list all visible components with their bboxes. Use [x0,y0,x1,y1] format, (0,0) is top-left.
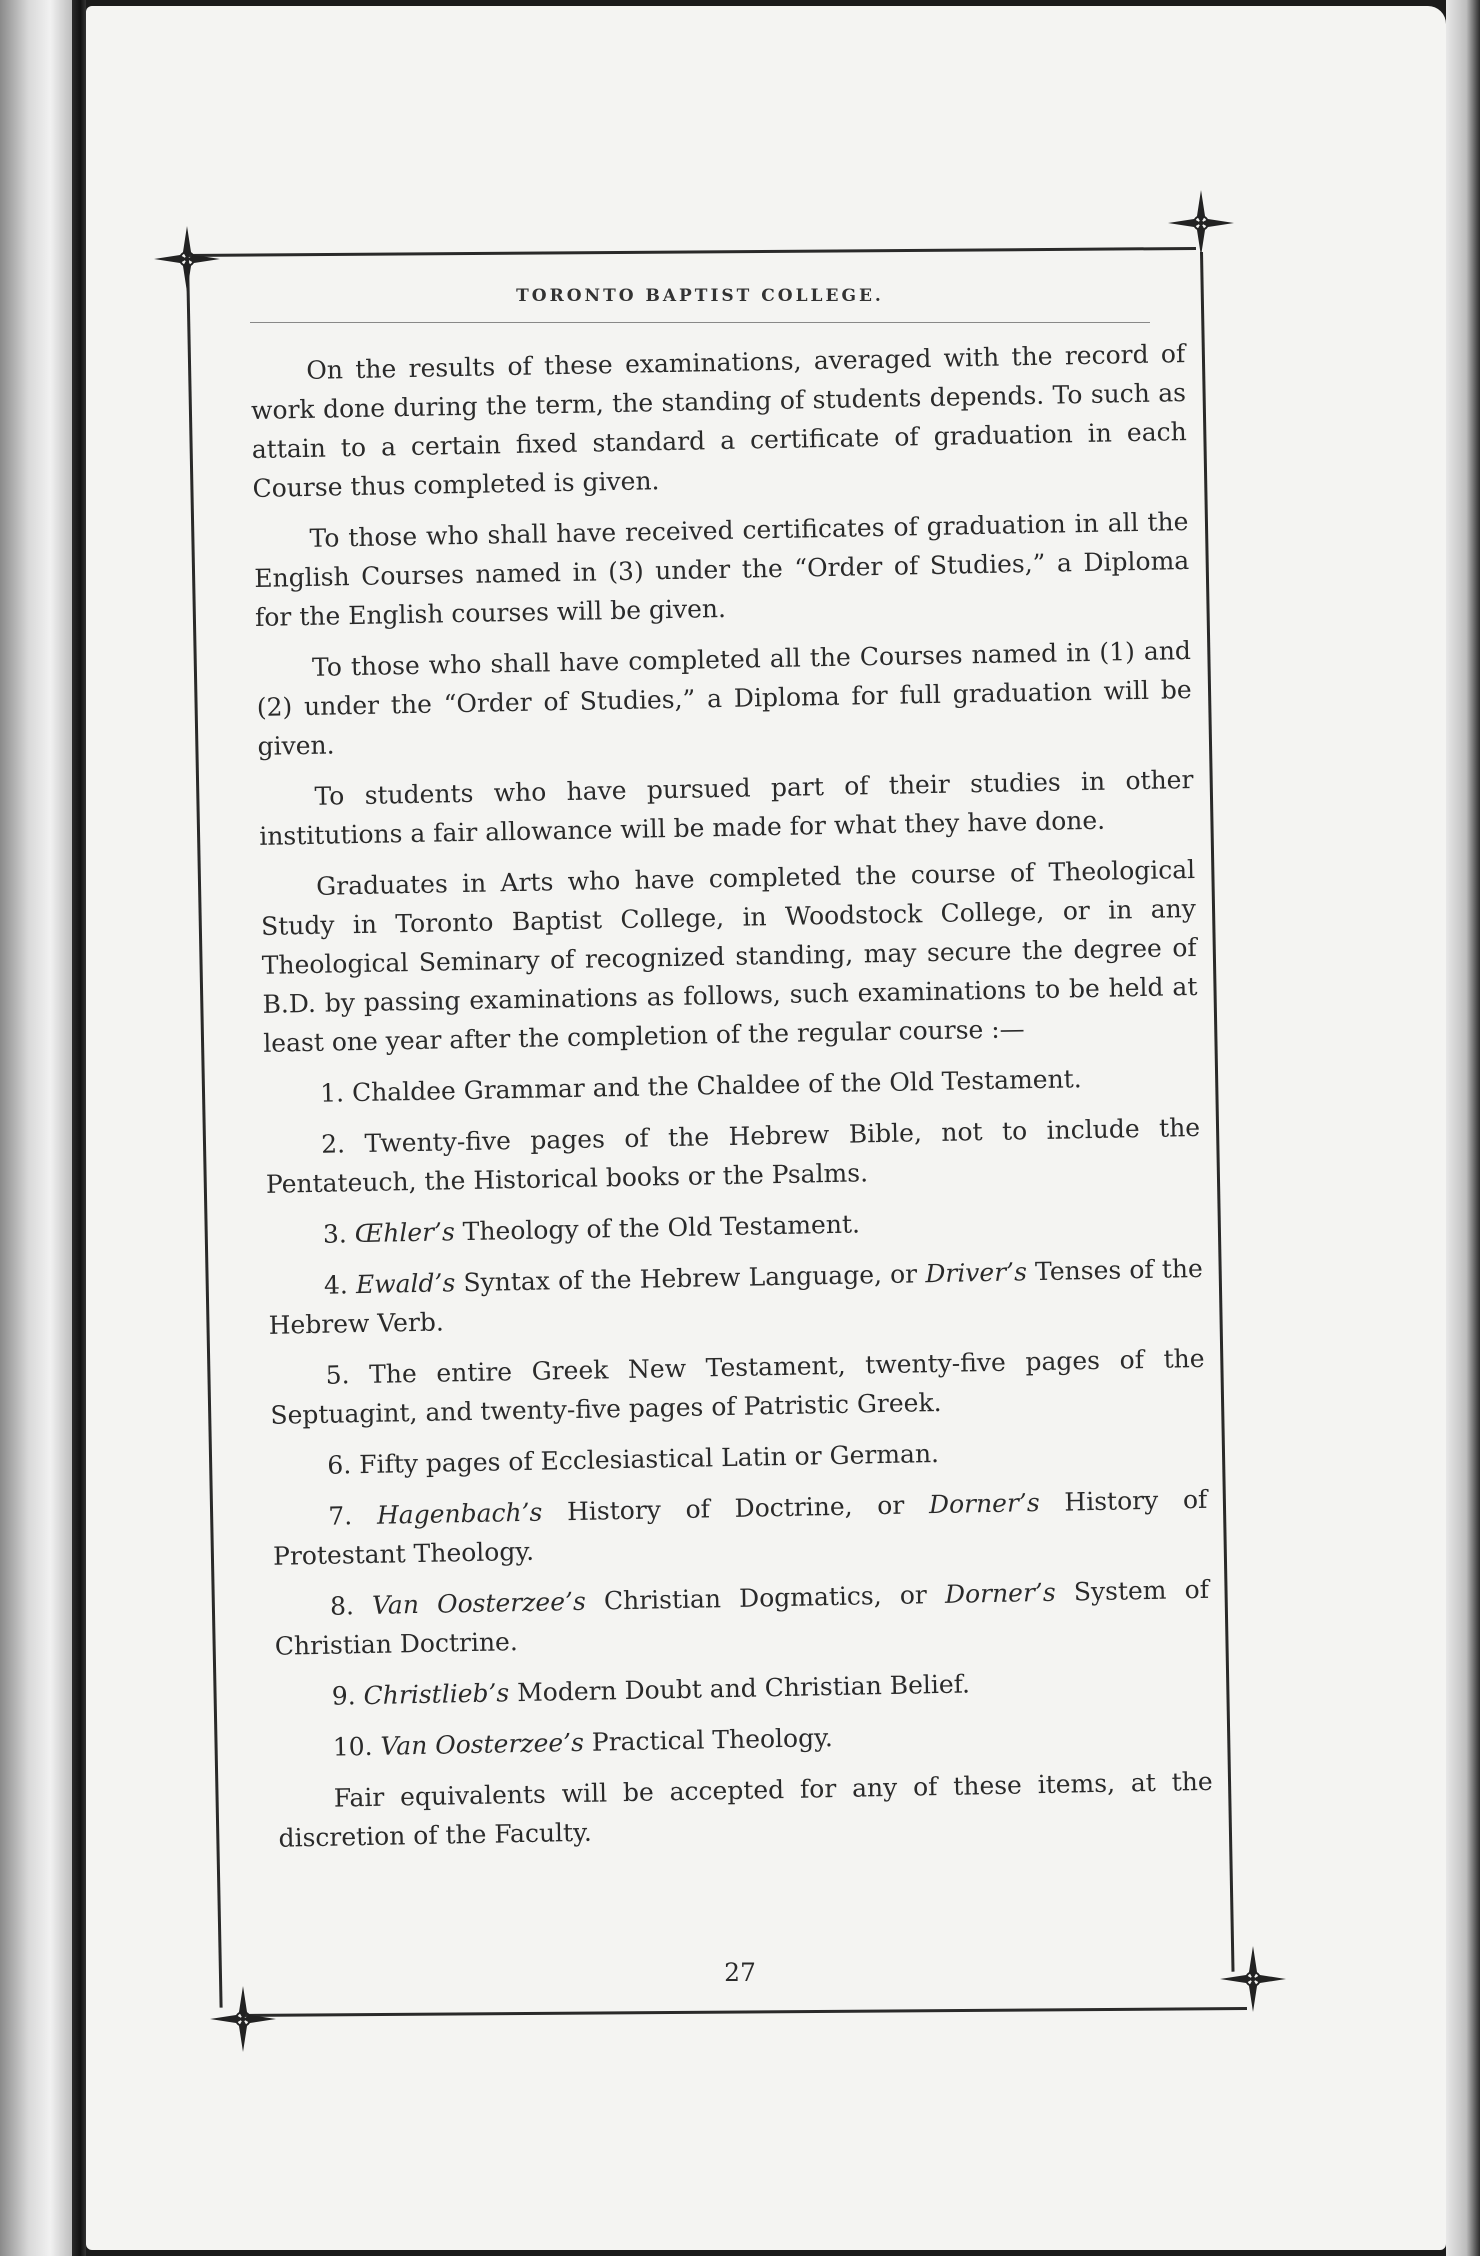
list-item [271,1429,1207,1486]
item-number: 10. [332,1731,373,1762]
list-item [268,1249,1204,1345]
item-author-2: Driver’s [925,1257,1028,1289]
item-text: History of Doctrine, or [542,1490,930,1527]
header-rule [250,322,1150,323]
item-text: The entire Greek New Testament, twenty-five pages of the Septuagint, and twenty-five pages of Patristic Greek. [270,1343,1205,1430]
corner-ornament-top-left-icon [152,224,222,294]
item-text: Syntax of the Hebrew Language, or [455,1259,926,1298]
item-number: 8. [329,1591,355,1621]
item-text: Theology of the Old Testament. [454,1209,861,1247]
item-text-2: History of Protestant Theology. [272,1484,1208,1571]
facing-page-edge [0,0,72,2256]
item-author-2: Dorner’s [928,1488,1040,1520]
item-author: Christlieb’s [363,1678,510,1711]
item-author: Hagenbach’s [376,1497,543,1530]
item-number: 1. [319,1078,345,1108]
paragraph-closing: Fair equivalents will be accepted for any of these items, at the discretion of the Faculty. [278,1766,1213,1853]
paragraph-graduation-standing: On the results of these examinations, averaged with the record of work done during the term, the standing of students depends. To such as attain to a certain fixed standard a certificate of graduation in each Course thus completed is given. [250,339,1187,503]
paragraph-full-graduation: To those who shall have completed all the Courses named in (1) and (2) under the “Order of Studies,” a Diploma for full graduation will be given. [256,635,1192,761]
item-number: 6. [327,1450,352,1480]
list-item [267,1198,1203,1255]
item-text: Twenty-five pages of the Hebrew Bible, not to include the Pentateuch, the Historical books or the Psalms. [265,1112,1201,1199]
page-number: 27 [724,1958,756,1987]
item-text: Fifty pages of Ecclesiastical Latin or German. [358,1438,940,1480]
item-number: 2. [320,1129,346,1159]
item-author-2: Dorner’s [944,1577,1056,1609]
item-text: Christian Dogmatics, or [585,1579,946,1616]
corner-ornament-top-right-icon [1166,188,1236,258]
list-item [264,1057,1200,1114]
corner-ornament-bottom-right-icon [1218,1944,1288,2014]
item-text: Chaldee Grammar and the Chaldee of the Old Testament. [351,1064,1082,1108]
item-number: 7. [328,1501,353,1531]
item-author: Van Oosterzee’s [371,1586,587,1620]
item-author: Ewald’s [355,1268,456,1300]
item-text: Modern Doubt and Christian Belief. [508,1669,971,1708]
item-author: Œhler’s [354,1217,456,1249]
corner-ornament-bottom-left-icon [208,1984,278,2054]
item-number: 5. [325,1360,350,1390]
item-text-2: Tenses of the Hebrew Verb. [268,1253,1204,1340]
item-number: 4. [323,1270,349,1300]
list-item [275,1660,1211,1717]
item-author: Van Oosterzee’s [380,1727,585,1761]
list-item [276,1711,1212,1768]
list-item [265,1108,1201,1204]
list-item [269,1339,1205,1435]
list-item [274,1570,1210,1666]
running-head: TORONTO BAPTIST COLLEGE. [516,286,884,306]
page-body [250,334,1214,1870]
book-gutter [72,0,86,2256]
paragraph-other-institutions: To students who have pursued part of their studies in other institutions a fair allowance will be made for what they have done. [259,764,1194,851]
item-text: Practical Theology. [583,1723,834,1757]
paragraph-bd-degree: Graduates in Arts who have completed the course of Theological Study in Toronto Baptist College, in Woodstock College, or in any Theological Seminary of recognized standing, may secure the degree of B.D. by passing examinations as follows, such examinations to be held at least one year after the completion of the regular course :— [260,854,1198,1058]
list-item [272,1480,1208,1576]
page-edge-shadow [1446,0,1480,2256]
paragraph-english-diploma: To those who shall have received certificates of graduation in all the English Courses named in (3) under the “Order of Studies,” a Diploma for the English courses will be given. [254,507,1190,632]
item-number: 9. [331,1681,356,1711]
item-text-2: System of Christian Doctrine. [274,1574,1210,1661]
item-number: 3. [322,1219,348,1249]
